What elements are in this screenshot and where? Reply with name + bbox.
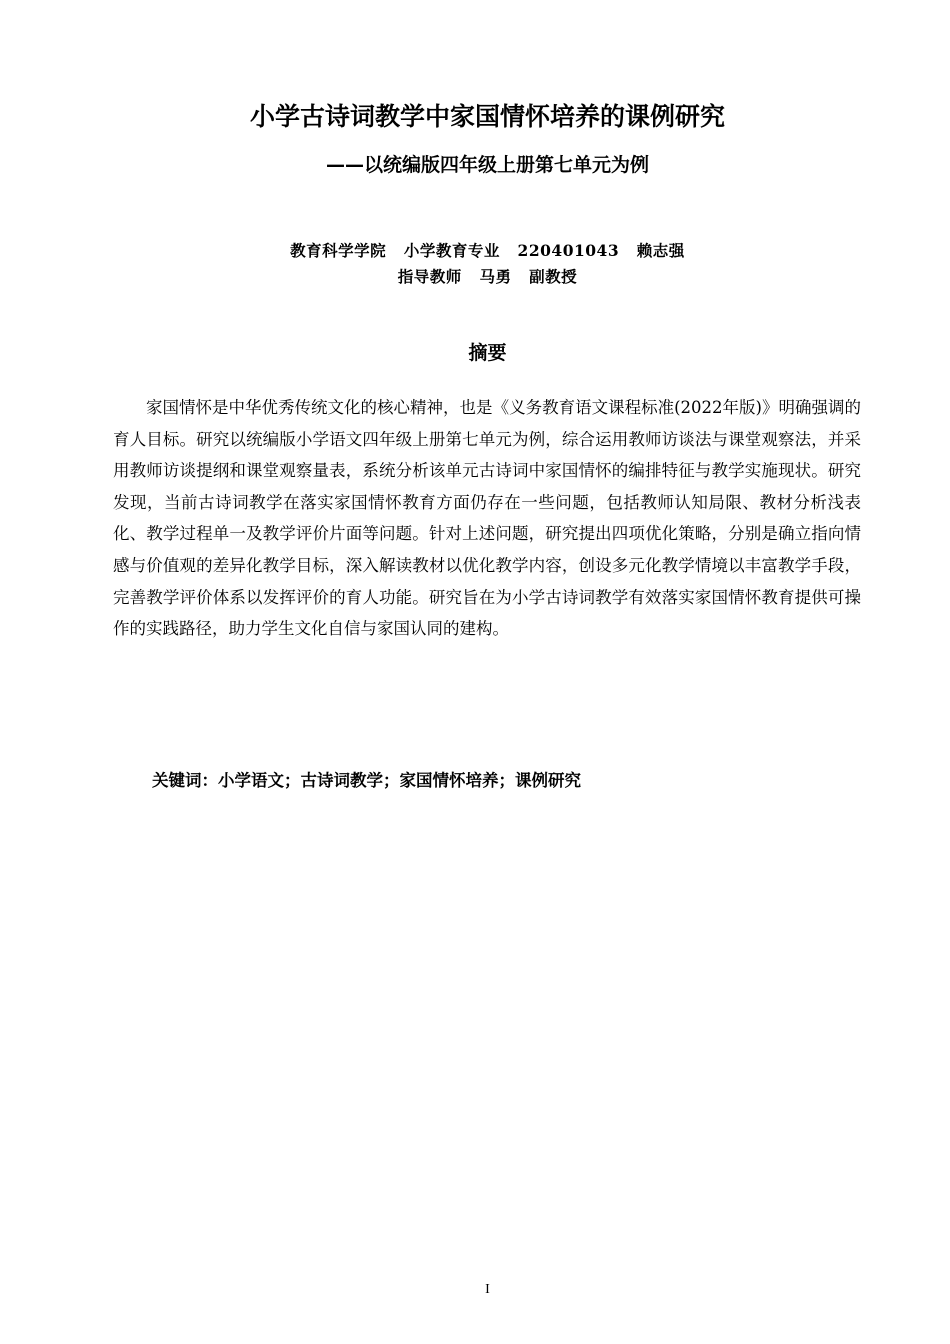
paper-title: 小学古诗词教学中家国情怀培养的课例研究	[249, 102, 725, 131]
advisor-info: 指导教师 马勇 副教授	[397, 267, 578, 286]
paper-subtitle: ——以统编版四年级上册第七单元为例	[325, 154, 649, 176]
page-number: I	[485, 1282, 490, 1297]
abstract-paragraph: 家国情怀是中华优秀传统文化的核心精神，也是《义务教育语文课程标准(2022年版)》明确强调的育人目标。研究以统编版小学语文四年级上册第七单元为例，综合运用教师访谈法与课堂观察法，并采用教师访谈提纲和课堂观察量表，系统分析该单元古诗词中家国情怀的编排特征与教学实施现状。研究发现，当前古诗词教学在落实家国情怀教育方面仍存在一些问题，包括教师认知局限、教材分析浅表化、教学过程单一及教学评价片面等问题。针对上述问题，研究提出四项优化策略，分别是确立指向情感与价值观的差异化教学目标，深入解读教材以优化教学内容，创设多元化教学情境以丰富教学手段，完善教学评价体系以发挥评价的育人功能。研究旨在为小学古诗词教学有效落实家国情怀教育提供可操作的实践路径，助力学生文化自信与家国认同的建构。	[113, 398, 861, 639]
abstract-heading: 摘要	[468, 342, 507, 364]
author-info: 教育科学学院 小学教育专业 220401043 赖志强	[290, 241, 685, 260]
keywords-line: 关键词：小学语文；古诗词教学；家国情怀培养；课例研究	[152, 771, 581, 790]
